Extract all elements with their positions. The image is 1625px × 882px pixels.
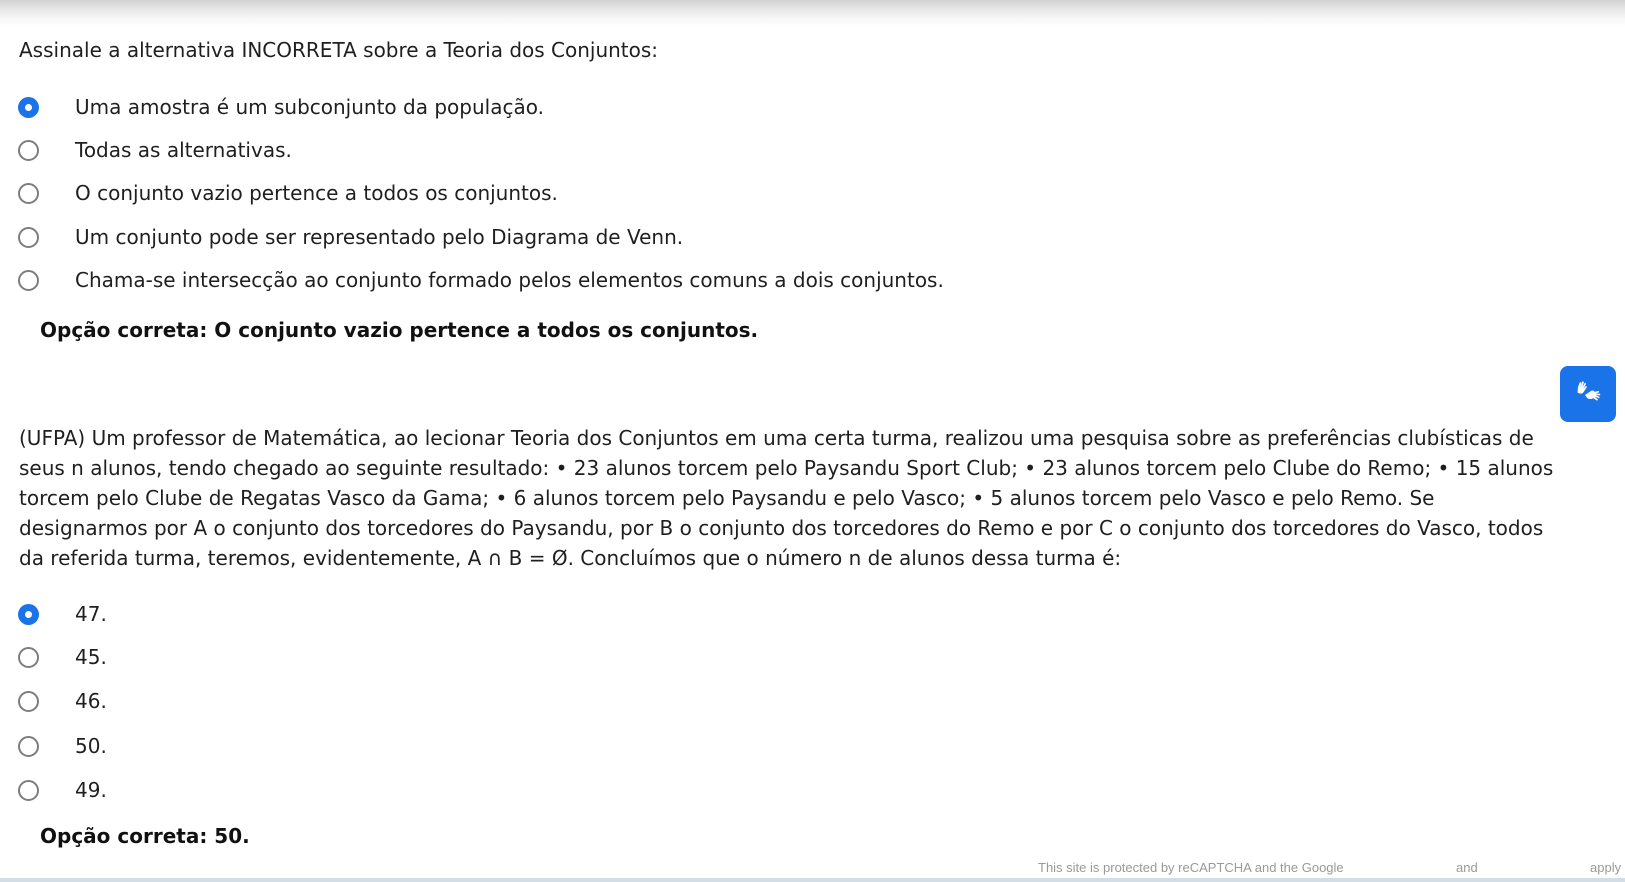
- q1-option-4-label: Um conjunto pode ser representado pelo Diagrama de Venn.: [75, 225, 684, 249]
- q1-option-4[interactable]: [18, 222, 684, 252]
- question-2-text: (UFPA) Um professor de Matemática, ao lecionar Teoria dos Conjuntos em uma certa turma, realizou uma pesquisa sobre as preferências clubísticas de seus n alunos, tendo chegado ao seguinte resultado: • 23 alunos torcem pelo Paysandu Sport Club; • 23 alunos torcem pelo Clube do Remo; • 15 alunos torcem pelo Clube de Regatas Vasco da Gama; • 6 alunos torcem pelo Paysandu e pelo Vasco; • 5 alunos torcem pelo Vasco e pelo Remo. Se designarmos por A o conjunto dos torcedores do Paysandu, por B o conjunto dos torcedores do Remo e por C o conjunto dos torcedores do Vasco, todos da referida turma, teremos, evidentemente, A ∩ B = Ø. Concluímos que o número n de alunos dessa turma é:: [19, 426, 1554, 570]
- q2-correct-answer: Opção correta: 50.: [40, 824, 250, 848]
- q2-option-4-label: 50.: [75, 734, 107, 758]
- q2-option-1-label: 47.: [75, 602, 107, 626]
- radio-button[interactable]: [18, 140, 39, 161]
- q2-option-4[interactable]: [18, 731, 107, 761]
- sign-language-hands-icon: [1572, 378, 1604, 410]
- radio-button[interactable]: [18, 691, 39, 712]
- q1-option-2-label: Todas as alternativas.: [75, 138, 292, 162]
- q1-option-5-label: Chama-se intersecção ao conjunto formado pelos elementos comuns a dois conjuntos.: [75, 268, 944, 292]
- accessibility-button[interactable]: [1560, 366, 1616, 422]
- radio-button-checked[interactable]: [18, 604, 39, 625]
- q1-option-1-label: Uma amostra é um subconjunto da população.: [75, 95, 544, 119]
- q1-option-2[interactable]: [18, 135, 292, 165]
- radio-button-checked[interactable]: [18, 97, 39, 118]
- recaptcha-notice: This site is protected by reCAPTCHA and the Google: [1038, 860, 1344, 875]
- q2-option-1[interactable]: [18, 599, 107, 629]
- q1-option-3[interactable]: [18, 178, 558, 208]
- recaptcha-and: and: [1456, 860, 1478, 875]
- radio-button[interactable]: [18, 647, 39, 668]
- q1-correct-answer: Opção correta: O conjunto vazio pertence a todos os conjuntos.: [40, 318, 759, 342]
- top-shadow: [0, 0, 1625, 26]
- recaptcha-apply: apply: [1590, 860, 1622, 875]
- radio-button[interactable]: [18, 736, 39, 757]
- footer-divider: [0, 878, 1625, 882]
- radio-button[interactable]: [18, 183, 39, 204]
- radio-button[interactable]: [18, 780, 39, 801]
- question-1-text: Assinale a alternativa INCORRETA sobre a Teoria dos Conjuntos:: [19, 38, 659, 62]
- q2-option-5-label: 49.: [75, 778, 107, 802]
- q2-option-2-label: 45.: [75, 645, 107, 669]
- q1-option-5[interactable]: [18, 265, 944, 295]
- q2-option-3-label: 46.: [75, 689, 107, 713]
- q1-option-3-label: O conjunto vazio pertence a todos os conjuntos.: [75, 181, 558, 205]
- q2-option-2[interactable]: [18, 642, 107, 672]
- q1-option-1[interactable]: [18, 92, 544, 122]
- q2-option-5[interactable]: [18, 775, 107, 805]
- radio-button[interactable]: [18, 270, 39, 291]
- q2-option-3[interactable]: [18, 686, 107, 716]
- radio-button[interactable]: [18, 227, 39, 248]
